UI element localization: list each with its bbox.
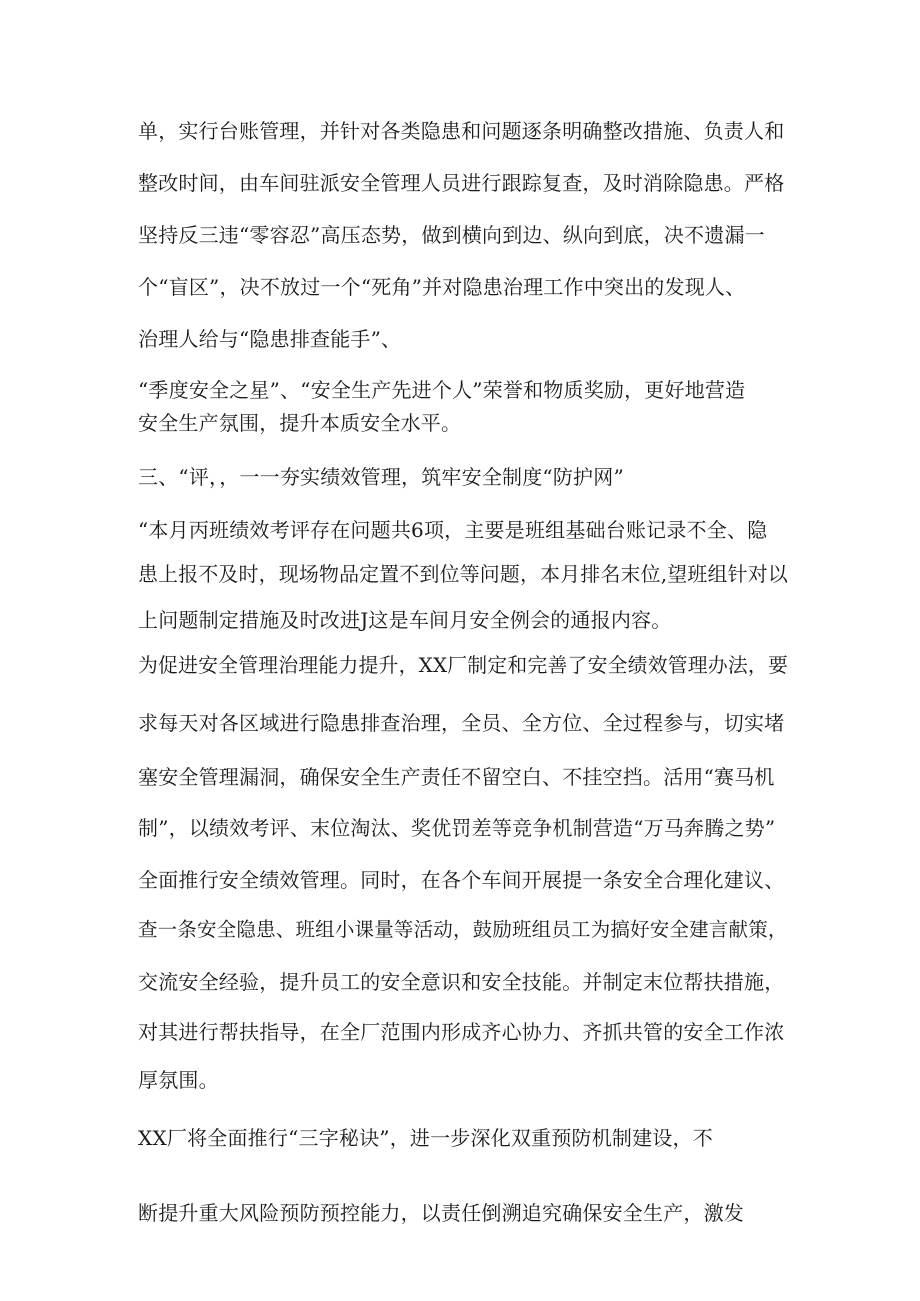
text-line: XX厂将全面推行“三字秘诀”，进一步深化双重预防机制建设，不 <box>138 1126 713 1150</box>
text-line: “本月丙班绩效考评存在问题共6项，主要是班组基础台账记录不全、隐 <box>138 518 768 542</box>
text-line: 交流安全经验，提升员工的安全意识和安全技能。并制定末位帮扶措施， <box>138 970 785 994</box>
text-line: “季度安全之星”、“安全生产先进个人”荣誉和物质奖励，更好地营造 <box>138 378 746 402</box>
text-line: 坚持反三违“零容忍”高压态势，做到横向到边、纵向到底，决不遗漏一 <box>138 223 765 247</box>
text-line: 治理人给与“隐患排查能手”、 <box>138 327 402 351</box>
text-line: 单，实行台账管理，并针对各类隐患和问题逐条明确整改措施、负责人和 <box>138 119 785 143</box>
text-line: 全面推行安全绩效管理。同时，在各个车间开展提一条安全合理化建议、 <box>138 868 785 892</box>
text-line: 塞安全管理漏洞，确保安全生产责任不留空白、不挂空挡。活用“赛马机 <box>138 765 775 789</box>
text-line: 安全生产氛围，提升本质安全水平。 <box>138 411 462 435</box>
text-line: 制”，以绩效考评、末位淘汰、奖优罚差等竞争机制营造“万马奔腾之势” <box>138 816 776 840</box>
text-line: 查一条安全隐患、班组小课量等活动，鼓励班组员工为搞好安全建言献策， <box>138 918 788 941</box>
text-line: 整改时间，由车间驻派安全管理人员进行跟踪复查，及时消除隐患。严格 <box>138 171 785 195</box>
section-heading: 三、“评，，一一夯实绩效管理，筑牢安全制度“防护网” <box>138 465 624 489</box>
text-line: 个“盲区”，决不放过一个“死角”并对隐患治理工作中突出的发现人、 <box>138 275 746 299</box>
text-line: 求每天对各区域进行隐患排查治理，全员、全方位、全过程参与，切实堵 <box>138 711 785 735</box>
text-line: 为促进安全管理治理能力提升，XX厂制定和完善了安全绩效管理办法，要 <box>138 654 789 677</box>
text-line: 断提升重大风险预防预控能力，以责任倒溯追究确保安全生产，激发 <box>138 1201 744 1225</box>
text-line: 上问题制定措施及时改进J这是车间月安全例会的通报内容。 <box>138 608 672 632</box>
text-line: 厚氛围。 <box>138 1068 219 1092</box>
text-line: 对其进行帮扶指导，在全厂范围内形成齐心协力、齐抓共管的安全工作浓 <box>138 1020 785 1044</box>
text-line: 患上报不及时，现场物品定置不到位等问题，本月排名末位,望班组针对以 <box>138 563 788 586</box>
